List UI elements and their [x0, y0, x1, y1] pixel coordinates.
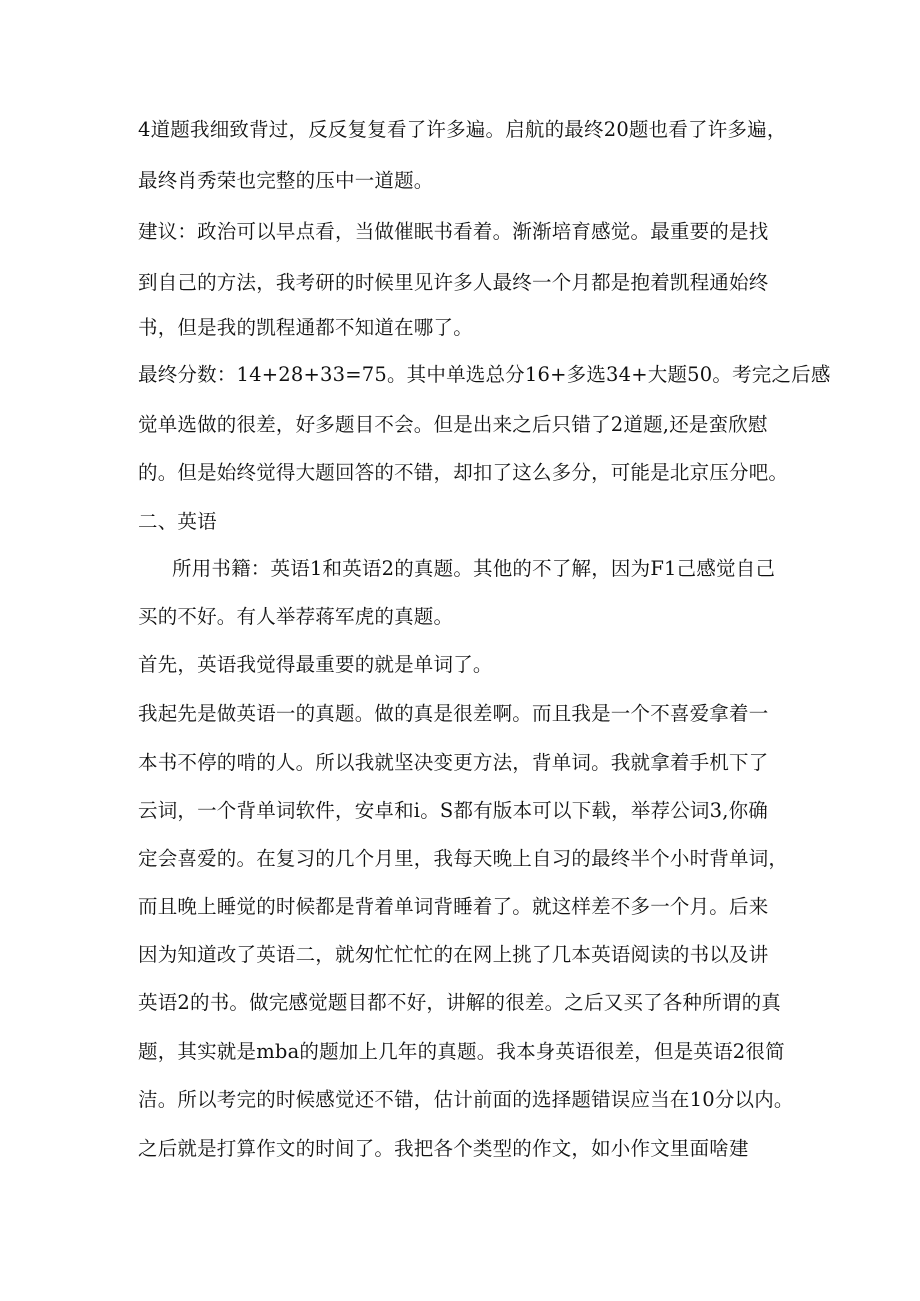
text-line: 而且晚上睡觉的时候都是背着单词背睡着了。就这样差不多一个月。后来: [138, 895, 769, 918]
text-line: 书，但是我的凯程通都不知道在哪了。: [138, 316, 473, 339]
text-line: 4道题我细致背过，反反复复看了许多遍。启航的最终20题也看了许多遍，: [138, 118, 787, 141]
text-line: 最终分数：14+28+33=75。其中单选总分16+多选34+大题50。考完之后感: [138, 363, 831, 386]
text-line: 建议：政治可以早点看，当做催眠书看着。渐渐培育感觉。最重要的是找: [138, 220, 769, 243]
text-line: 题，其实就是mba的题加上几年的真题。我本身英语很差，但是英语2很简: [138, 1040, 785, 1063]
text-line: 英语2的书。做完感觉题目都不好，讲解的很差。之后又买了各种所谓的真: [138, 991, 782, 1014]
text-line: 的。但是始终觉得大题回答的不错，却扣了这么多分，可能是北京压分吧。: [138, 461, 789, 484]
text-line: 买的不好。有人举荐蒋军虎的真题。: [138, 605, 454, 628]
text-line: 云词，一个背单词软件，安卓和i。S都有版本可以下载，举荐公词3,你确: [138, 799, 769, 822]
section-heading: 二、英语: [138, 510, 217, 533]
text-line: 觉单选做的很差，好多题目不会。但是出来之后只错了2道题,还是蛮欣慰: [138, 413, 768, 436]
text-line: 首先，英语我觉得最重要的就是单词了。: [138, 653, 493, 676]
text-line: 因为知道改了英语二，就匆忙忙忙的在网上挑了几本英语阅读的书以及讲: [138, 943, 769, 966]
text-line: 我起先是做英语一的真题。做的真是很差啊。而且我是一个不喜爱拿着一: [138, 702, 769, 725]
text-line: 所用书籍：英语1和英语2的真题。其他的不了解，因为F1己感觉自己: [172, 557, 776, 580]
text-line: 最终肖秀荣也完整的压中一道题。: [138, 169, 434, 192]
text-line: 本书不停的啃的人。所以我就坚决变更方法，背单词。我就拿着手机下了: [138, 751, 769, 774]
text-line: 定会喜爱的。在复习的几个月里，我每天晚上自习的最终半个小时背单词，: [138, 847, 789, 870]
text-line: 到自己的方法，我考研的时候里见许多人最终一个月都是抱着凯程通始终: [138, 271, 769, 294]
text-line: 洁。所以考完的时候感觉还不错，估计前面的选择题错误应当在10分以内。: [138, 1088, 794, 1111]
text-line: 之后就是打算作文的时间了。我把各个类型的作文，如小作文里面啥建: [138, 1137, 749, 1160]
